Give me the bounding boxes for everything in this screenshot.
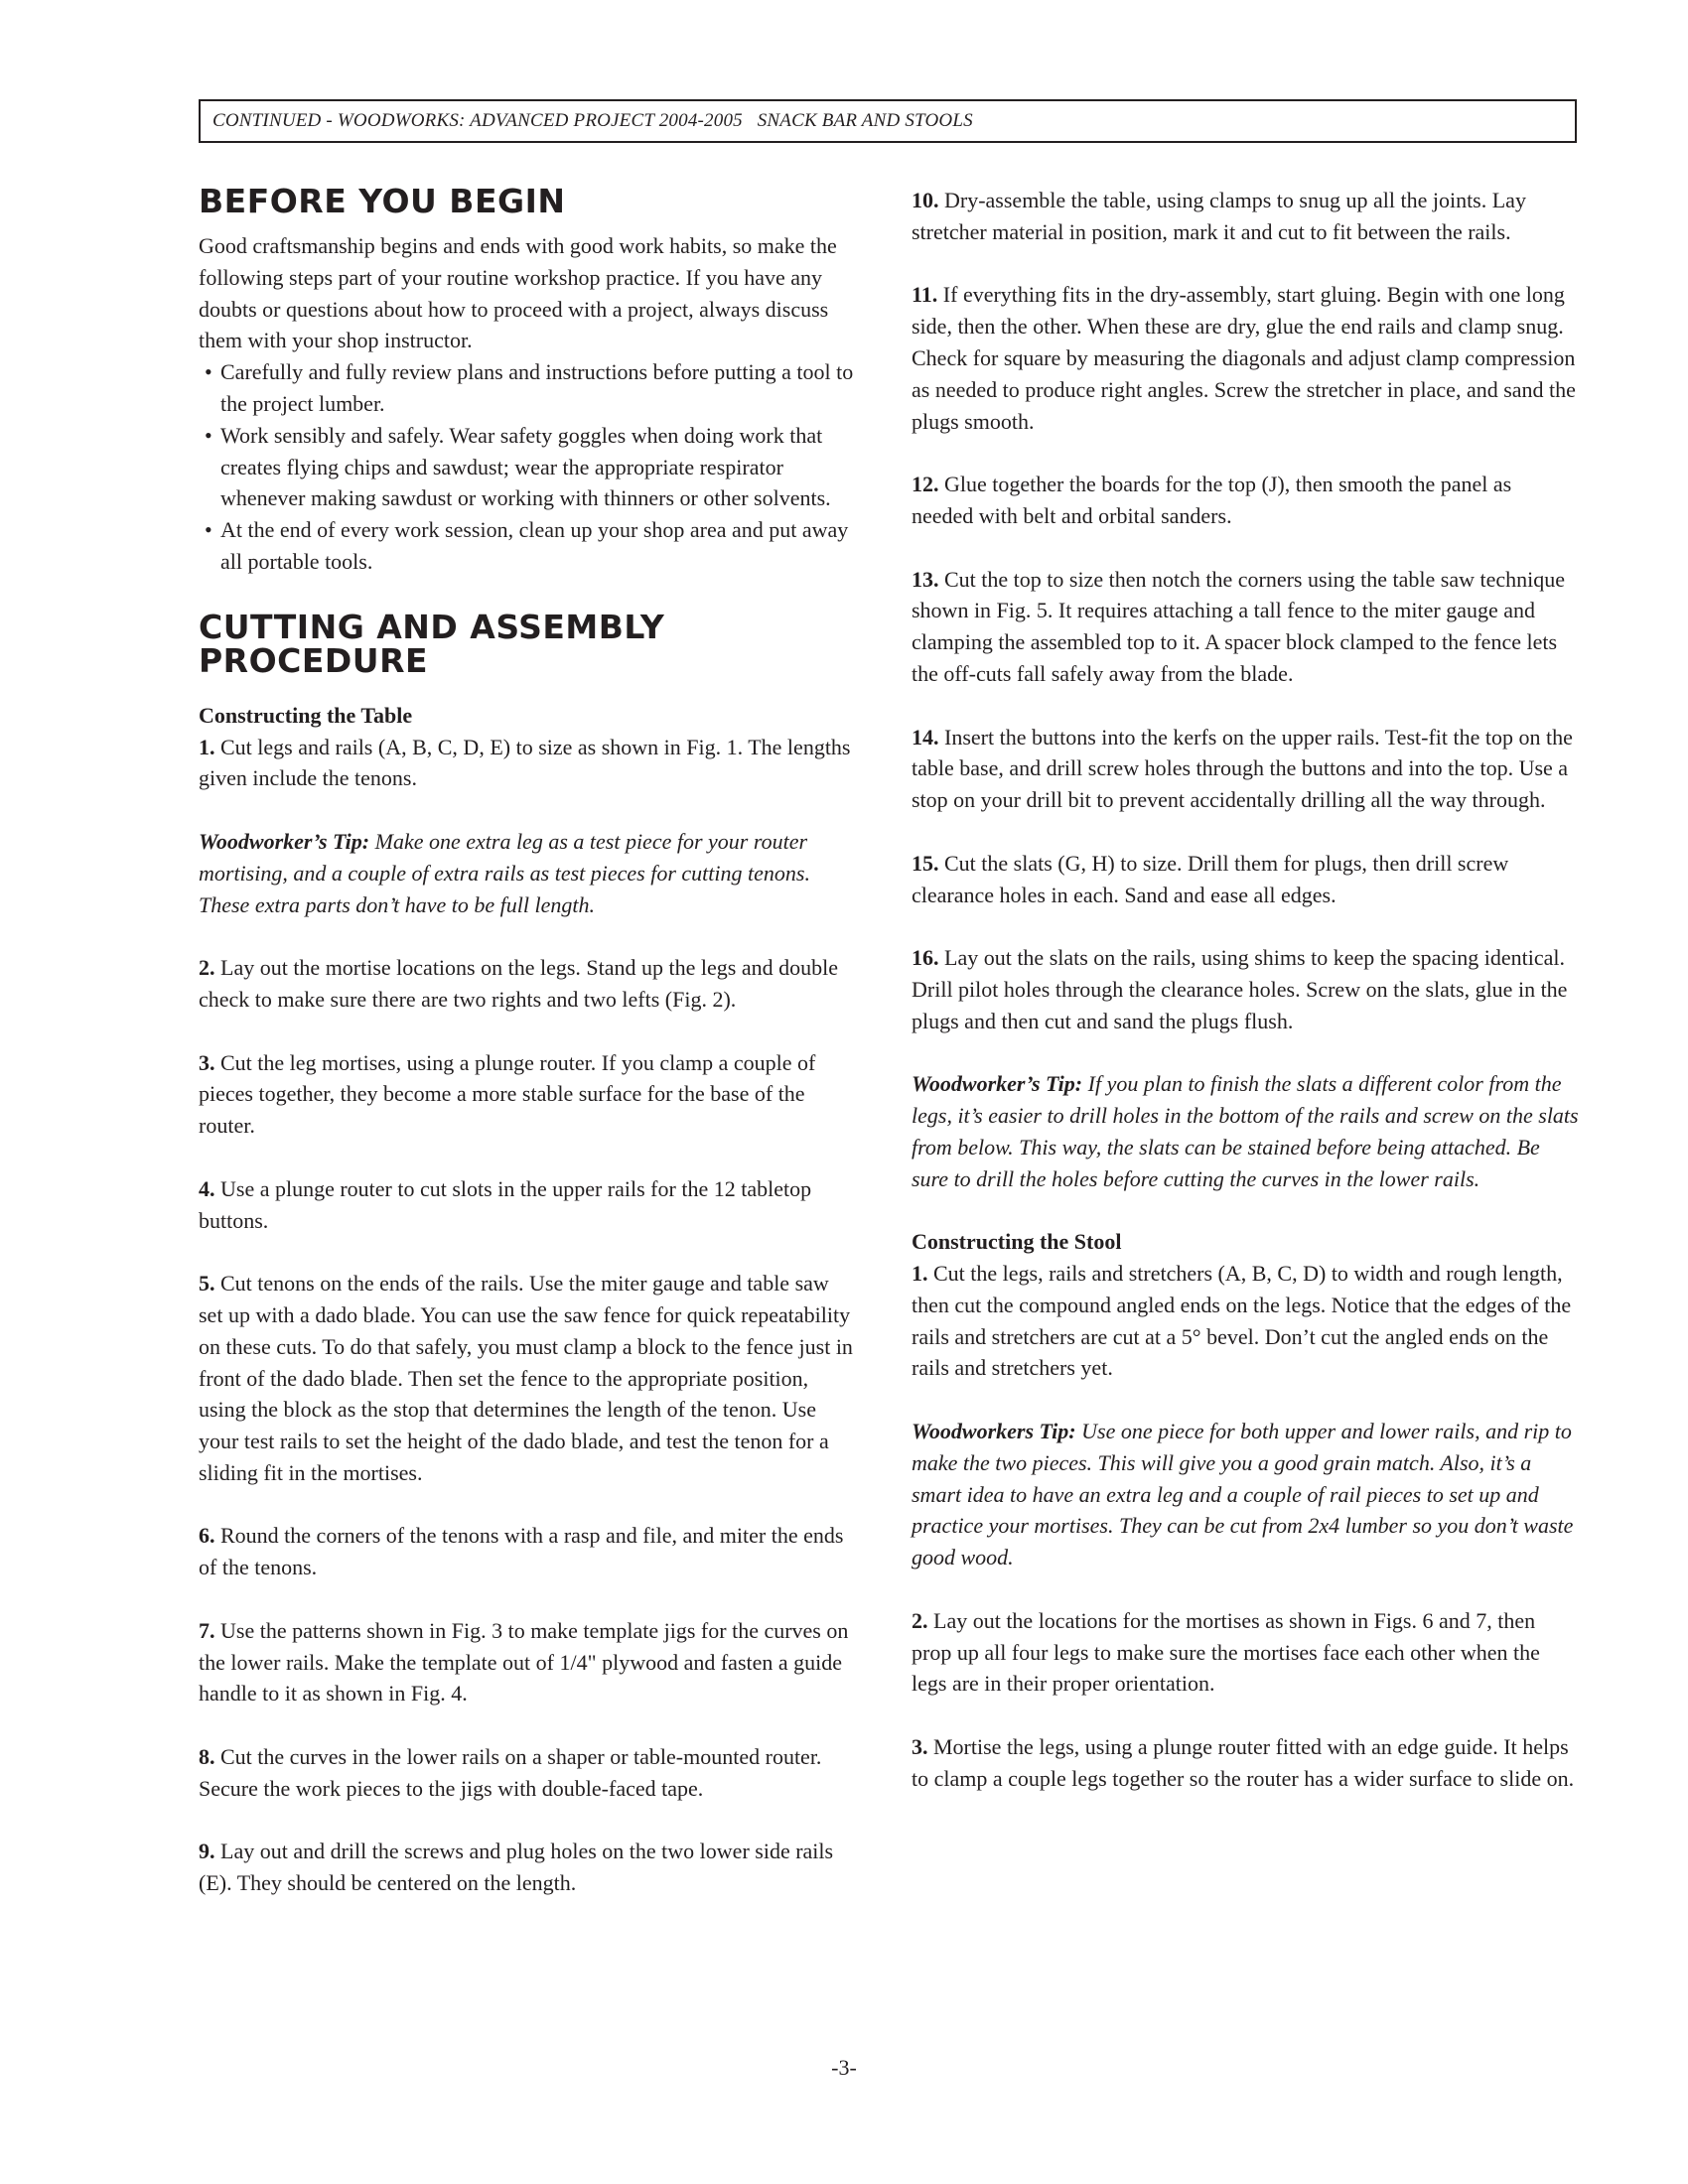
bullet-text: Carefully and fully review plans and instructions before putting a tool to the project lumber. [220, 359, 854, 416]
right-column [912, 185, 1579, 1795]
step-text: Lay out the mortise locations on the legs. Stand up the legs and double check to make sure there are two rights and two lefts (Fig. 2). [199, 955, 838, 1012]
before-intro-paragraph: Good craftsmanship begins and ends with good work habits, so make the following steps part of your routine workshop practice. If you have any doubts or questions about how to proceed with a project, always discuss them with your shop instructor. [199, 233, 837, 353]
step-number: 3. [199, 1049, 215, 1075]
step-number: 1. [912, 1261, 928, 1287]
bullet-glyph: • [205, 422, 212, 448]
heading-line: CUTTING AND ASSEMBLY [199, 607, 665, 646]
step-2 [199, 952, 858, 1016]
page-number: -3- [831, 2055, 857, 2080]
step-5 [199, 1268, 858, 1489]
running-header [199, 99, 1577, 143]
step-16 [912, 942, 1579, 1036]
safety-bullet-list [199, 356, 858, 578]
step-8 [199, 1741, 858, 1805]
tip-text: Make one extra leg as a test piece for your router mortising, and a couple of extra rails as test pieces for cutting tenons. These extra parts don’t have to be full length. [199, 828, 810, 917]
step-text: Cut the top to size then notch the corners using the table saw technique shown in Fig. 5. It requires attaching a tall fence to the miter gauge and clamping the assembled top to it. A spacer block clamped to the fence lets the off-cuts fall safely away from the blade. [912, 566, 1566, 686]
step-text: If everything fits in the dry-assembly, start gluing. Begin with one long side, then the other. When these are dry, glue the end rails and clamp snug. Check for square by measuring the diagonals and adjust clamp compression as needed to produce right angles. Screw the stretcher in place, and sand the plugs smooth. [912, 282, 1576, 434]
step-text: Cut the curves in the lower rails on a shaper or table-mounted router. Secure the work pieces to the jigs with double-faced tape. [199, 1744, 822, 1801]
step-number: 14. [912, 724, 939, 750]
bullet-glyph: • [205, 359, 212, 385]
running-header-title: CONTINUED - WOODWORKS: ADVANCED PROJECT 2004-2005 SNACK BAR AND STOOLS [212, 110, 973, 131]
woodworkers-tip-2 [912, 1068, 1579, 1194]
step-text: Insert the buttons into the kerfs on the upper rails. Test-fit the top on the table base, and drill screw holes through the buttons and into the top. Use a stop on your drill bit to prevent accidentally drilling all the way through. [912, 724, 1573, 813]
before-you-begin-heading: BEFORE YOU BEGIN [199, 182, 566, 220]
step-number: 8. [199, 1744, 215, 1770]
step-10 [912, 185, 1579, 248]
step-text: Round the corners of the tenons with a rasp and file, and miter the ends of the tenons. [199, 1523, 844, 1580]
left-column [199, 182, 858, 1899]
step-text: Cut the leg mortises, using a plunge router. If you clamp a couple of pieces together, they become a more stable surface for the base of the router. [199, 1049, 816, 1139]
constructing-table-subhead: Constructing the Table [199, 702, 413, 728]
bullet-item [199, 420, 858, 514]
tip-text: If you plan to finish the slats a different color from the legs, it’s easier to drill holes in the bottom of the rails and screw on the slats from below. This way, the slats can be stained before being attached. Be sure to drill the holes before cutting the curves in the lower rails. [912, 1071, 1579, 1191]
step-number: 9. [199, 1839, 215, 1864]
step-11 [912, 279, 1579, 437]
step-number: 7. [199, 1617, 215, 1643]
step-number: 5. [199, 1271, 215, 1297]
step-6 [199, 1520, 858, 1583]
step-3 [199, 1047, 858, 1142]
step-text: Use the patterns shown in Fig. 3 to make template jigs for the curves on the lower rails. Make the template out of 1/4" plywood and fasten a guide handle to it as shown in Fig. 4. [199, 1617, 849, 1706]
step-text: Cut the slats (G, H) to size. Drill them for plugs, then drill screw clearance holes in each. Sand and ease all edges. [912, 850, 1509, 907]
tip-text: Use one piece for both upper and lower rails, and rip to make the two pieces. This will give you a good grain match. Also, it’s a smart idea to have an extra leg and a couple of rail pieces to set up and practice your mortises. They can be cut from 2x4 lumber so you don’t waste good wood. [912, 1419, 1574, 1570]
tip-label: Woodworkers Tip: [912, 1419, 1076, 1444]
cutting-assembly-heading [199, 607, 858, 680]
step-number: 13. [912, 566, 939, 592]
bullet-text: At the end of every work session, clean up your shop area and put away all portable tools. [220, 517, 849, 574]
step-text: Lay out and drill the screws and plug holes on the two lower side rails (E). They should be centered on the length. [199, 1839, 834, 1896]
constructing-stool-subhead: Constructing the Stool [912, 1229, 1122, 1255]
bullet-text: Work sensibly and safely. Wear safety goggles when doing work that creates flying chips and sawdust; wear the appropriate respirator whenever making sawdust or working with thinners or other solvents. [220, 422, 831, 511]
step-number: 2. [199, 955, 215, 981]
step-text: Cut legs and rails (A, B, C, D, E) to size as shown in Fig. 1. The lengths given include the tenons. [199, 734, 851, 791]
bullet-glyph: • [205, 517, 212, 543]
step-1 [199, 732, 858, 795]
step-text: Lay out the locations for the mortises as shown in Figs. 6 and 7, then prop up all four legs to make sure the mortises face each other when the legs are in their proper orientation. [912, 1607, 1540, 1697]
step-text: Dry-assemble the table, using clamps to snug up all the joints. Lay stretcher material in position, mark it and cut to fit between the rails. [912, 188, 1526, 244]
tip-label: Woodworker’s Tip: [199, 828, 370, 854]
step-15 [912, 848, 1579, 911]
step-text: Glue together the boards for the top (J), then smooth the panel as needed with belt and orbital sanders. [912, 472, 1512, 528]
step-text: Cut tenons on the ends of the rails. Use the miter gauge and table saw set up with a dado blade. You can use the saw fence for quick repeatability on these cuts. To do that safely, you must clamp a block to the fence just in front of the dado blade. Then set the fence to the appropriate position, using the block as the stop that determines the length of the tenon. Use your test rails to set the height of the dado blade, and test the tenon for a sliding fit in the mortises. [199, 1271, 853, 1485]
bullet-item [199, 514, 858, 578]
woodworkers-tip-3 [912, 1416, 1579, 1573]
step-number: 11. [912, 282, 938, 308]
tip-label: Woodworker’s Tip: [912, 1071, 1083, 1097]
bullet-item [199, 356, 858, 420]
step-number: 4. [199, 1175, 215, 1201]
step-number: 1. [199, 734, 215, 759]
heading-line: PROCEDURE [199, 640, 429, 680]
step-text: Use a plunge router to cut slots in the upper rails for the 12 tabletop buttons. [199, 1175, 812, 1233]
woodworkers-tip-1 [199, 826, 858, 920]
step-4 [199, 1173, 858, 1237]
step-7 [199, 1615, 858, 1709]
step-13 [912, 564, 1579, 690]
step-number: 16. [912, 945, 939, 971]
step-number: 15. [912, 850, 939, 876]
step-number: 10. [912, 188, 939, 212]
step-number: 3. [912, 1734, 928, 1760]
step-9 [199, 1836, 858, 1899]
stool-step-3 [912, 1731, 1579, 1795]
step-text: Cut the legs, rails and stretchers (A, B, C, D) to width and rough length, then cut the compound angled ends on the legs. Notice that the edges of the rails and stretchers are cut at a 5° bevel. Don’t cut the angled ends on the rails and stretchers yet. [912, 1261, 1572, 1381]
stool-step-2 [912, 1605, 1579, 1700]
step-number: 12. [912, 472, 939, 497]
step-12 [912, 469, 1579, 532]
step-number: 6. [199, 1523, 215, 1549]
stool-step-1 [912, 1258, 1579, 1384]
step-14 [912, 722, 1579, 816]
step-number: 2. [912, 1607, 928, 1633]
step-text: Lay out the slats on the rails, using shims to keep the spacing identical. Drill pilot holes through the clearance holes. Screw on the slats, glue in the plugs and then cut and sand the plugs flush. [912, 945, 1568, 1033]
step-text: Mortise the legs, using a plunge router fitted with an edge guide. It helps to clamp a couple legs together so the router has a wider surface to slide on. [912, 1734, 1575, 1791]
